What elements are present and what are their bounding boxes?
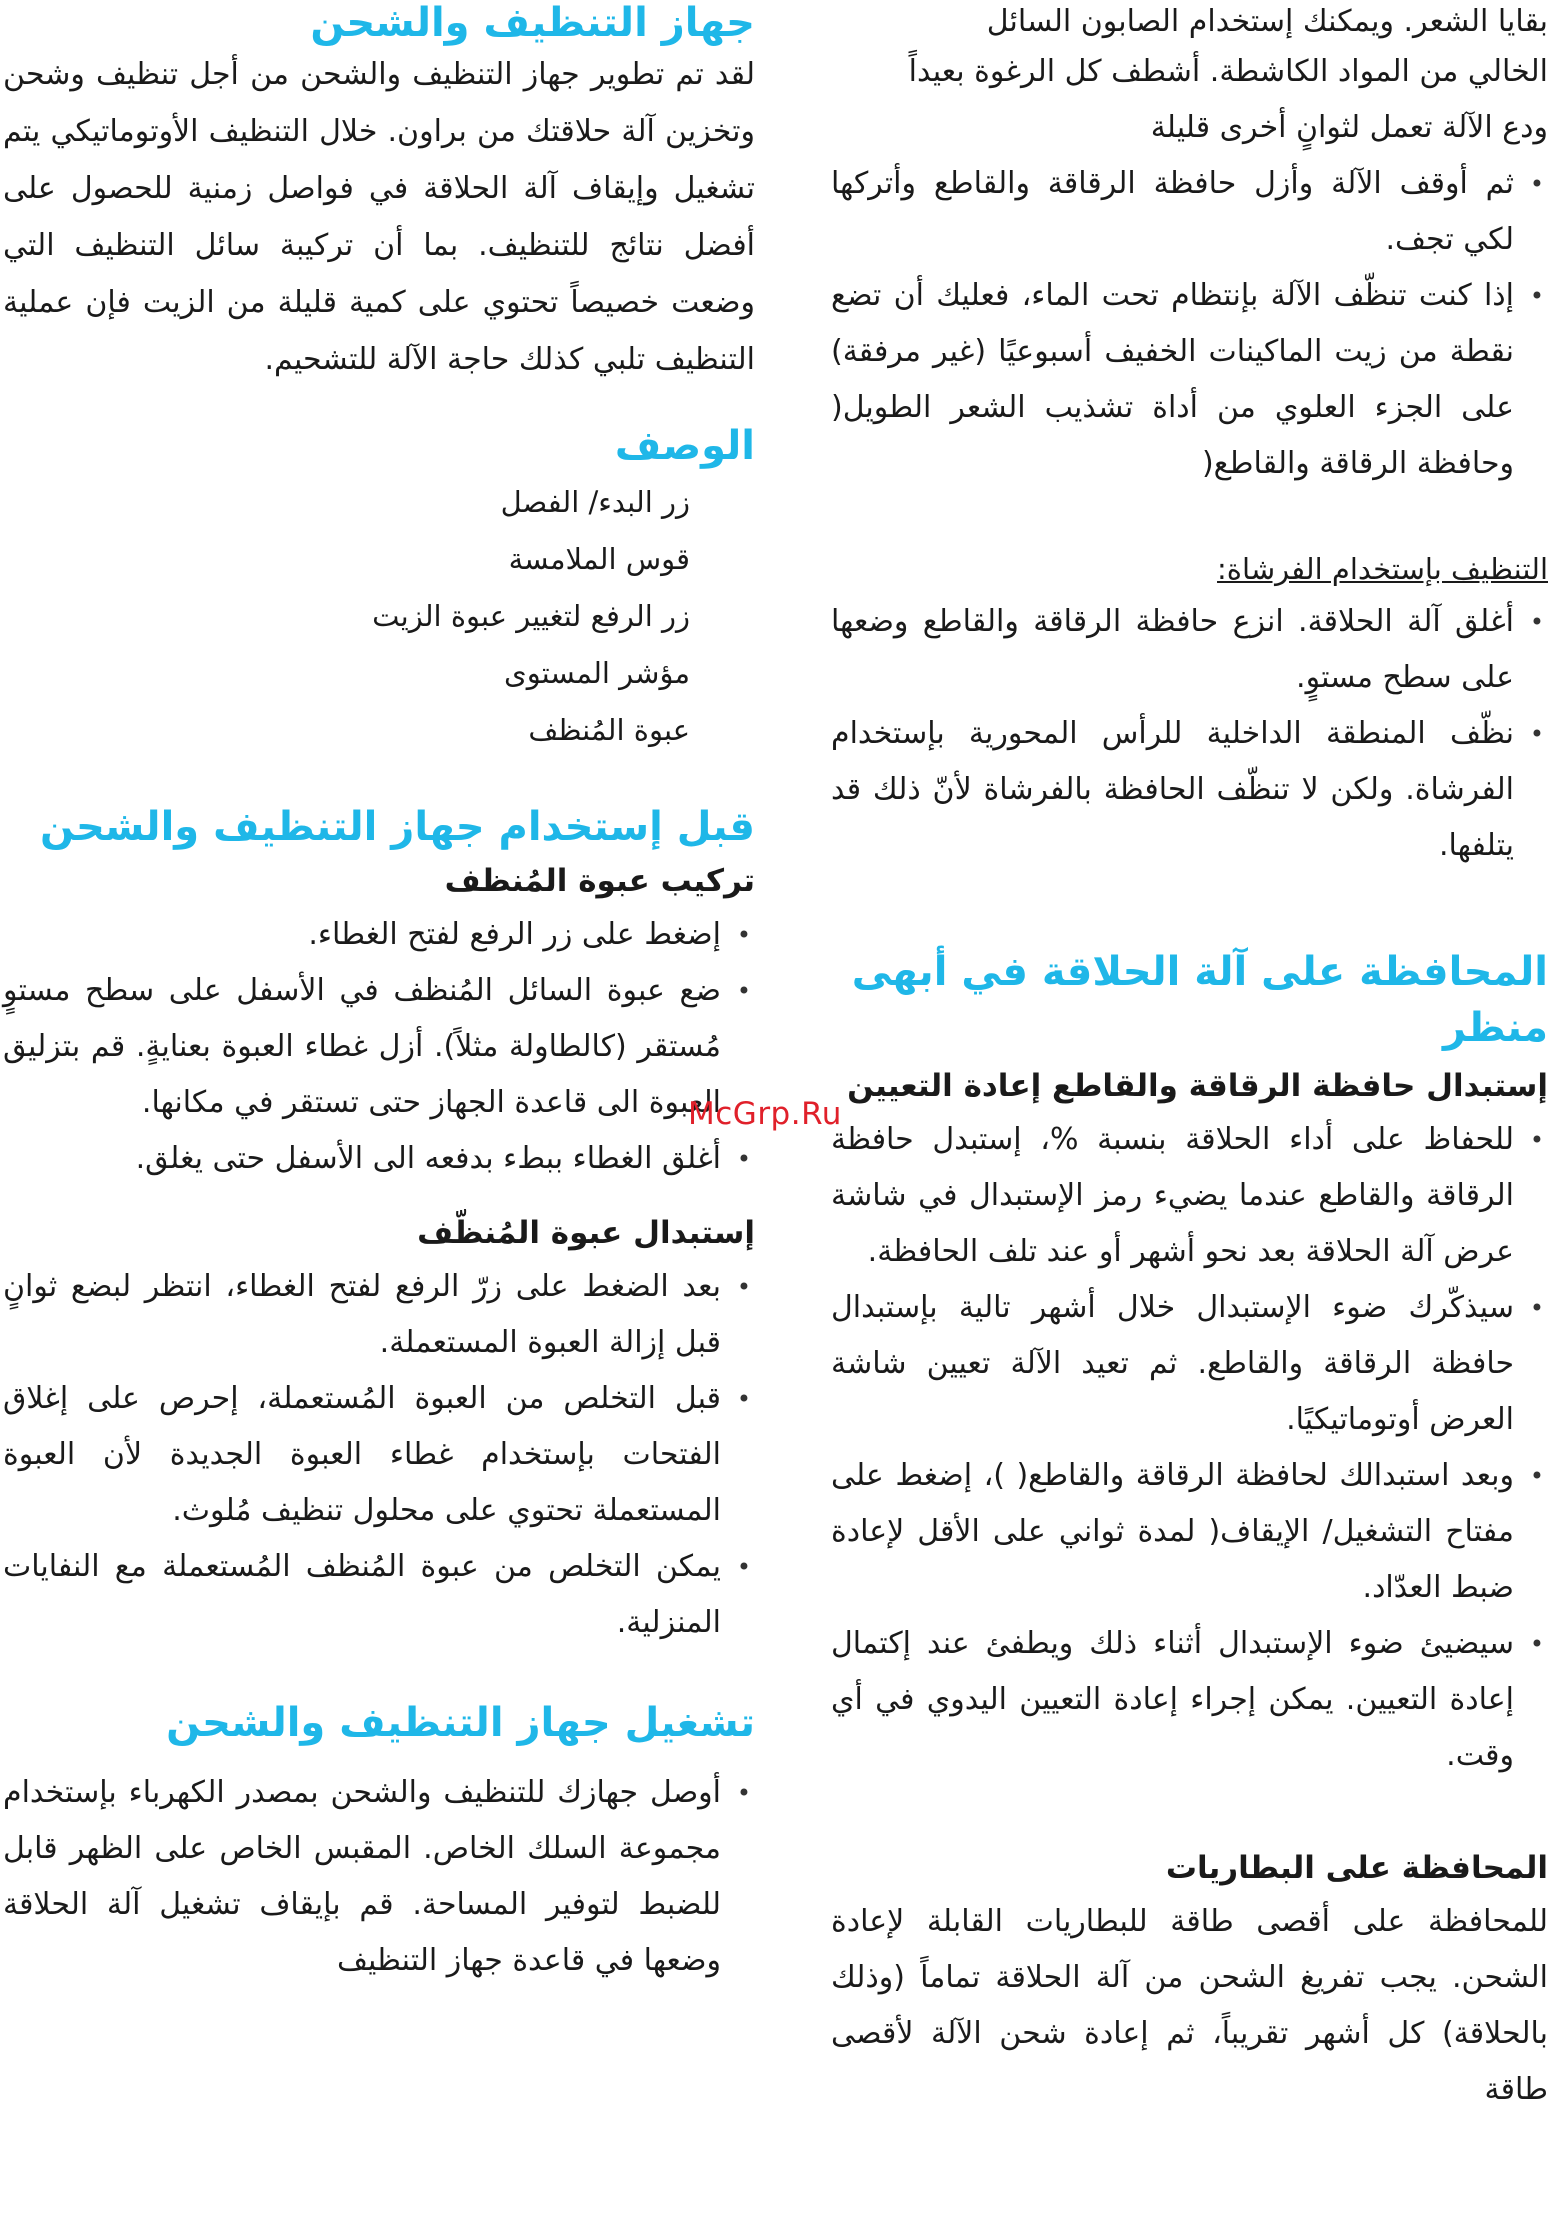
operate-bullets (3, 1765, 755, 1989)
right-column (831, 0, 1566, 2118)
bullet-icon: • (736, 921, 751, 949)
install-cartridge-heading: تركيب عبوة المُنظف (444, 863, 755, 899)
replace-foil-heading: إستبدال حافظة الرقاقة والقاطع إعادة التعيين (847, 1068, 1548, 1104)
station-text: لقد تم تطوير جهاز التنظيف والشحن من أجل تنظيف وشحن وتخزين آلة حلاقتك من براون. خلال التنظيف الأوتوماتيكي يتم تشغيل وإيقاف آلة الحلاقة في فواصل زمنية للحصول على أفضل نتائج للتنظيف. بما أن تركيبة سائل التنظيف التي وضعت خصيصاً تحتوي على كمية قليلة من الزيت فإن عملية التنظيف تلبي كذلك حاجة الآلة للتشحيم. (3, 57, 755, 377)
bullet-icon: • (1529, 170, 1544, 198)
list-item: • إضغط على زر الرفع لفتح الغطاء. (3, 907, 755, 963)
replace-bullets (831, 1112, 1548, 1784)
list-item: عبوة المُنظف (528, 713, 690, 747)
description-heading: الوصف (614, 423, 755, 469)
bullet-icon: • (736, 1385, 751, 1413)
brush-bullets (831, 594, 1548, 874)
list-item: زر الرفع لتغيير عبوة الزيت (372, 599, 690, 633)
bullet-icon: • (736, 1779, 751, 1807)
operate-heading: تشغيل جهاز التنظيف والشحن (166, 1700, 755, 1746)
maintain-heading: المحافظة على آلة الحلاقة في أبهى منظر (851, 949, 1548, 1051)
bullet-icon: • (736, 1145, 751, 1173)
intro-line: بقايا الشعر. ويمكنك إستخدام الصابون السائل (986, 4, 1548, 39)
intro-line: ودع الآلة تعمل لثوانٍ أخرى قليلة (1150, 110, 1548, 145)
list-item: • سيضيئ ضوء الإستبدال أثناء ذلك ويطفئ عند إكتمال إعادة التعيين. يمكن إجراء إعادة التعيين اليدوي في أي وقت. (831, 1616, 1548, 1784)
list-item: • ثم أوقف الآلة وأزل حافظة الرقاقة والقاطع وأتركها لكي تجف. (831, 156, 1548, 268)
bullet-icon: • (736, 1273, 751, 1301)
bullet-icon: • (736, 977, 751, 1005)
list-item: مؤشر المستوى (504, 656, 690, 690)
left-column (0, 0, 755, 1989)
bullet-icon: • (1529, 1462, 1544, 1490)
bullet-icon: • (1529, 1630, 1544, 1658)
list-item: • سيذكّرك ضوء الإستبدال خلال أشهر تالية بإستبدال حافظة الرقاقة والقاطع. ثم تعيد الآلة تعيين شاشة العرض أوتوماتيكيًا. (831, 1280, 1548, 1448)
battery-heading: المحافظة على البطاريات (1165, 1850, 1548, 1886)
list-item: • أغلق آلة الحلاقة. انزع حافظة الرقاقة والقاطع وضعها على سطح مستوٍ. (831, 594, 1548, 706)
list-item: • أغلق الغطاء ببطء بدفعه الى الأسفل حتى يغلق. (3, 1131, 755, 1187)
list-item: • وبعد استبدالك لحافظة الرقاقة والقاطع( )، إضغط على مفتاح التشغيل/ الإيقاف( لمدة ثواني على الأقل لإعادة ضبط العدّاد. (831, 1448, 1548, 1616)
list-item: • إذا كنت تنظّف الآلة بإنتظام تحت الماء، فعليك أن تضع نقطة من زيت الماكينات الخفيف أسبوعيًا (غير مرفقة) على الجزء العلوي من أداة تشذيب الشعر الطويل( وحافظة الرقاقة والقاطع( (831, 268, 1548, 492)
list-item: • قبل التخلص من العبوة المُستعملة، إحرص على إغلاق الفتحات بإستخدام غطاء العبوة الجديدة لأن العبوة المستعملة تحتوي على محلول تنظيف مُلوث. (3, 1371, 755, 1539)
list-item: • ضع عبوة السائل المُنظف في الأسفل على سطح مستوٍ مُستقر (كالطاولة مثلاً). أزل غطاء العبوة بعنايةٍ. قم بتزليق العبوة الى قاعدة الجهاز حتى تستقر في مكانها. (3, 963, 755, 1131)
replace-cartridge-bullets (3, 1259, 755, 1651)
intro-bullets (831, 156, 1548, 492)
intro-line: الخالي من المواد الكاشطة. أشطف كل الرغوة بعيداً (908, 54, 1548, 89)
list-item: زر البدء/ الفصل (500, 485, 690, 519)
list-item: • نظّف المنطقة الداخلية للرأس المحورية بإستخدام الفرشاة. ولكن لا تنظّف الحافظة بالفرشاة لأنّ ذلك قد يتلفها. (831, 706, 1548, 874)
watermark: McGrp.Ru (688, 1096, 842, 1132)
list-item: • للحفاظ على أداء الحلاقة بنسبة %، إستبدل حافظة الرقاقة والقاطع عندما يضيء رمز الإستبدال في شاشة عرض آلة الحلاقة بعد نحو أشهر أو عند تلف الحافظة. (831, 1112, 1548, 1280)
list-item: • أوصل جهازك للتنظيف والشحن بمصدر الكهرباء بإستخدام مجموعة السلك الخاص. المقبس الخاص على الظهر قابل للضبط لتوفير المساحة. قم بإيقاف تشغيل آلة الحلاقة وضعها في قاعدة جهاز التنظيف (3, 1765, 755, 1989)
bullet-icon: • (1529, 608, 1544, 636)
bullet-icon: • (1529, 1294, 1544, 1322)
bullet-icon: • (736, 1553, 751, 1581)
station-heading: جهاز التنظيف والشحن (310, 0, 755, 46)
list-item: قوس الملامسة (508, 542, 690, 576)
bullet-icon: • (1529, 720, 1544, 748)
before-use-heading: قبل إستخدام جهاز التنظيف والشحن (40, 804, 755, 850)
description-list (3, 474, 755, 759)
list-item: • يمكن التخلص من عبوة المُنظف المُستعملة مع النفايات المنزلية. (3, 1539, 755, 1651)
bullet-icon: • (1529, 1126, 1544, 1154)
replace-cartridge-heading: إستبدال عبوة المُنظّف (417, 1215, 755, 1251)
install-bullets (3, 907, 755, 1187)
battery-text: للمحافظة على أقصى طاقة للبطاريات القابلة لإعادة الشحن. يجب تفريغ الشحن من آلة الحلاقة تماماً (وذلك بالحلاقة) كل أشهر تقريباً، ثم إعادة شحن الآلة لأقصى طاقة (831, 1904, 1548, 2107)
bullet-icon: • (1529, 282, 1544, 310)
brush-cleaning-heading: التنظيف بإستخدام الفرشاة: (1217, 552, 1548, 586)
list-item: • بعد الضغط على زرّ الرفع لفتح الغطاء، انتظر لبضع ثوانٍ قبل إزالة العبوة المستعملة. (3, 1259, 755, 1371)
